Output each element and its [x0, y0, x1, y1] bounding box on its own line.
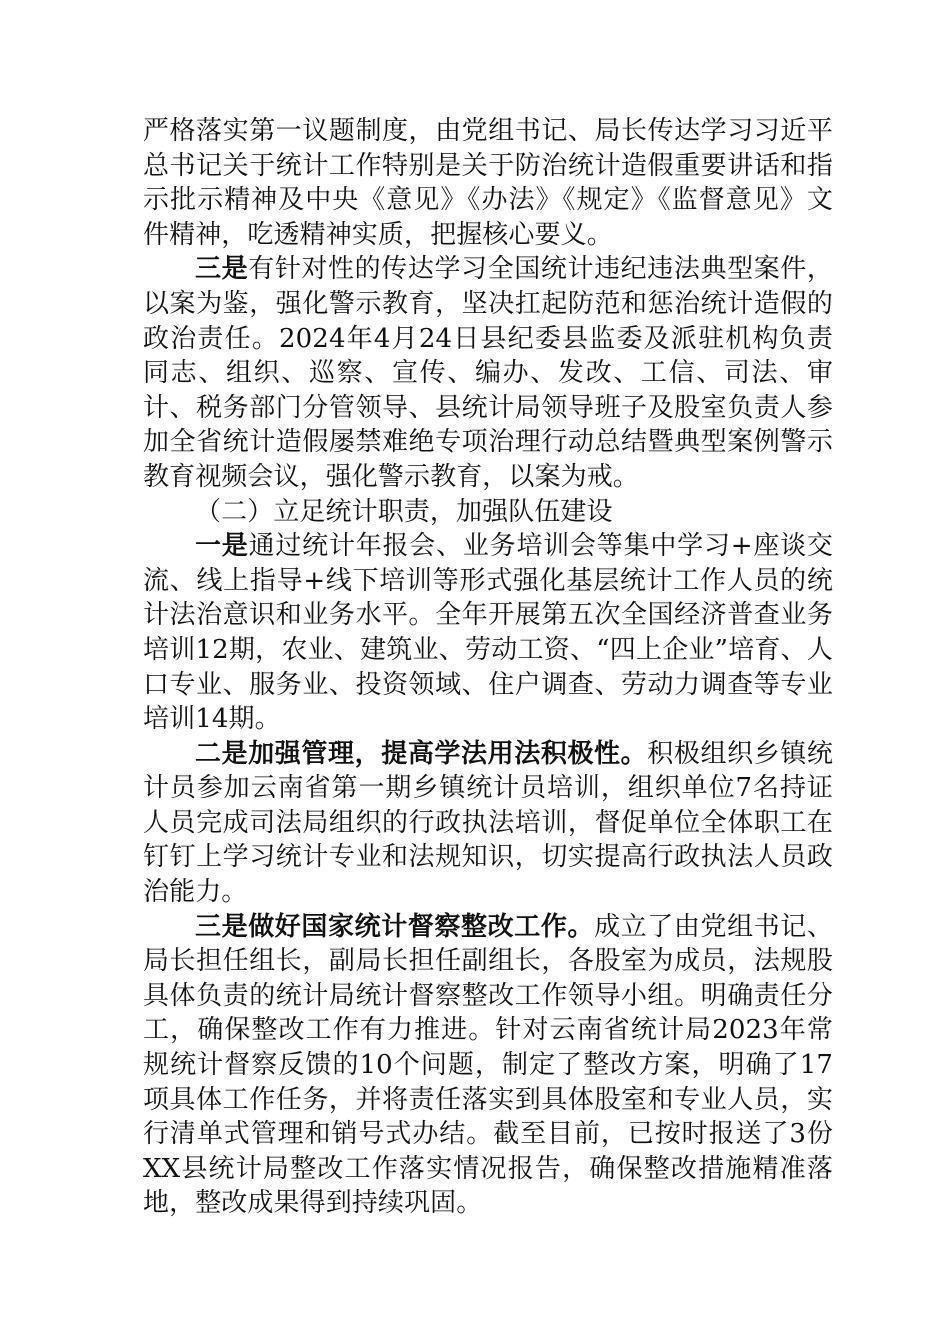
document-body — [143, 114, 833, 1221]
paragraph-text: 严格落实第一议题制度，由党组书记、局长传达学习习近平总书记关于统计工作特别是关于防治统计造假重要讲话和指示批示精神及中央《意见》《办法》《规定》《监督意见》文件精神，吃透精神实质，把握核心要义。 — [143, 116, 833, 250]
paragraph-text: 积极组织乡镇统计员参加云南省第一期乡镇统计员培训，组织单位7名持证人员完成司法局组织的行政执法培训，督促单位全体职工在钉钉上学习统计专业和法规知识，切实提高行政执法人员政治能力。 — [143, 738, 834, 908]
section-heading-text: （二）立足统计职责，加强队伍建设 — [195, 496, 613, 527]
section-heading-team-building — [143, 495, 833, 530]
paragraph-text: 通过统计年报会、业务培训会等集中学习+座谈交流、线上指导+线下培训等形式强化基层统计工作人员的统计法治意识和业务水平。全年开展第五次全国经济普查业务培训12期，农业、建筑业、劳动工资、“四上企业”培育、人口专业、服务业、投资领域、住户调查、劳动力调查等专业培训14期。 — [143, 531, 833, 735]
paragraph-inspection-rectification — [143, 910, 833, 1221]
paragraph-text: 有针对性的传达学习全国统计违纪违法典型案件，以案为鉴，强化警示教育，坚决扛起防范和惩治统计造假的政治责任。2024年4月24日县纪委县监委及派驻机构负责同志、组织、巡察、宣传、编办、发改、工信、司法、审计、税务部门分管领导、县统计局领导班子及股室负责人参加全省统计造假屡禁难绝专项治理行动总结暨典型案例警示教育视频会议，强化警示教育，以案为戒。 — [143, 254, 834, 492]
paragraph-lead: 二是加强管理，提高学法用法积极性。 — [195, 738, 648, 769]
paragraph-lead: 一是 — [195, 531, 249, 562]
paragraph-lead: 三是 — [195, 254, 249, 285]
paragraph-training — [143, 529, 833, 737]
paragraph-management — [143, 737, 833, 910]
paragraph-lead: 三是做好国家统计督察整改工作。 — [195, 911, 595, 942]
paragraph-text: 成立了由党组书记、局长担任组长，副局长担任副组长，各股室为成员，法规股具体负责的统计局统计督察整改工作领导小组。明确责任分工，确保整改工作有力推进。针对云南省统计局2023年常规统计督察反馈的10个问题，制定了整改方案，明确了17项具体工作任务，并将责任落实到具体股室和专业人员，实行清单式管理和销号式办结。截至目前，已按时报送了3份XX县统计局整改工作落实情况报告，确保整改措施精准落地，整改成果得到持续巩固。 — [143, 911, 833, 1219]
paragraph-first-agenda — [143, 114, 833, 252]
paragraph-typical-cases — [143, 252, 833, 494]
